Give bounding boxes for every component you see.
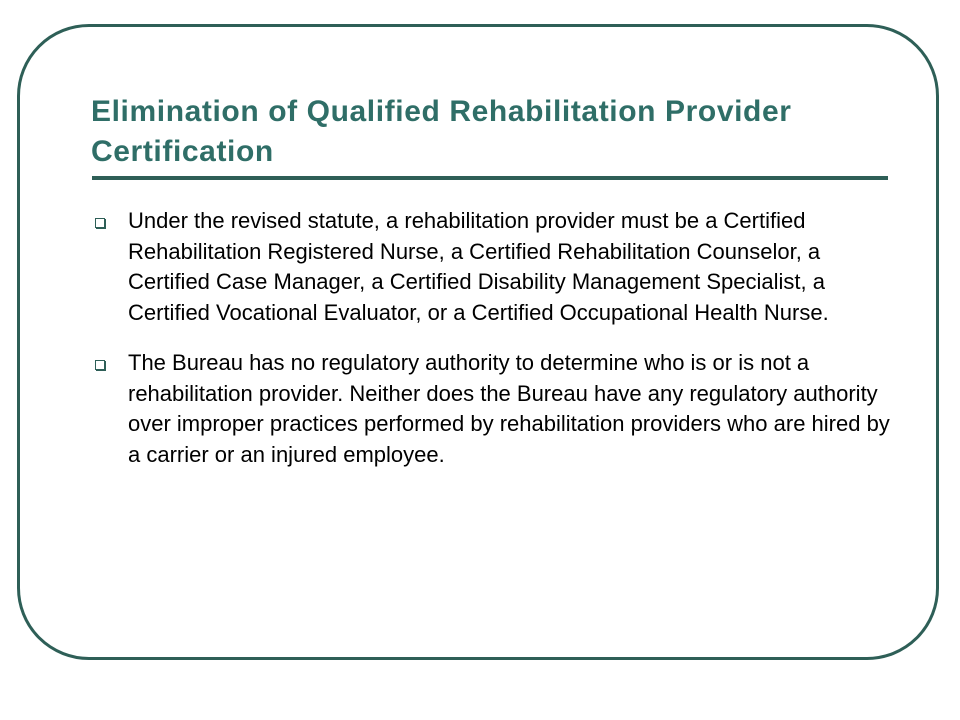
hollow-square-bullet-icon: [95, 360, 105, 370]
title-divider: [92, 176, 888, 180]
bullet-text: The Bureau has no regulatory authority to determine who is or is not a rehabilitation provider. Neither does the Bureau have any regulatory authority over improper practices performed by rehabilitation providers who are hired by a carrier or an injured employee.: [128, 350, 890, 467]
bullet-text: Under the revised statute, a rehabilitation provider must be a Certified Rehabilitation Registered Nurse, a Certified Rehabilitation Counselor, a Certified Case Manager, a Certified Disability Management Specialist, a Certified Vocational Evaluator, or a Certified Occupational Health Nurse.: [128, 208, 829, 325]
bullet-item-statute: [92, 206, 892, 328]
hollow-square-bullet-icon: [95, 218, 105, 228]
bullet-list: [92, 206, 892, 470]
slide-title: Elimination of Qualified Rehabilitation Provider Certification: [91, 95, 792, 168]
bullet-item-bureau-authority: [92, 348, 892, 470]
